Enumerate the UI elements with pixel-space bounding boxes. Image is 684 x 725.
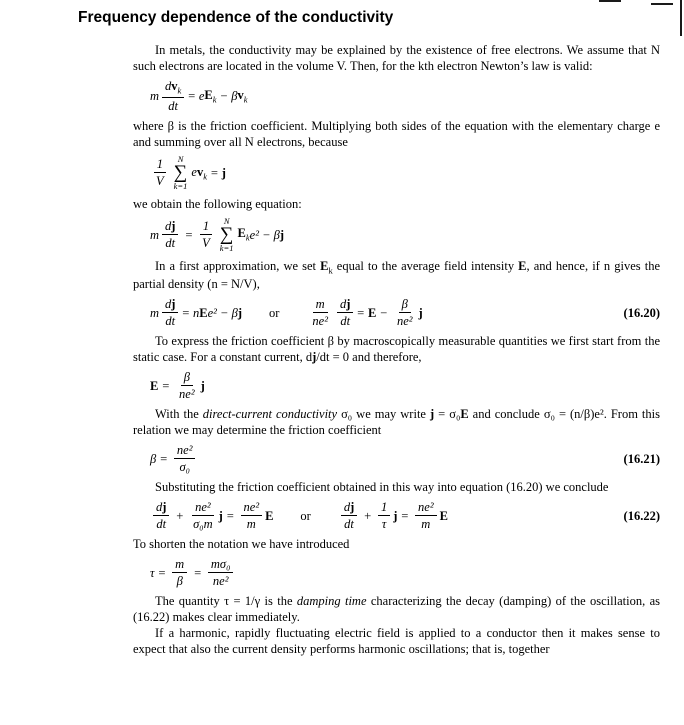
equation-static-field: E = $\frac{\beta}{\text{ne²}}$ j xyxy=(150,370,205,401)
paragraph-intro: In metals, the conductivity may be explained by the existence of free electrons. We assume that N such electrons are located in the volume V. Then, for the kth electron Newton’s law is valid: xyxy=(133,42,660,73)
paragraph-static-case: To express the friction coefficient β by macroscopically measurable quantities we first start from the static case. For a constant current, dj/dt = 0 and therefore, xyxy=(133,334,660,364)
paragraph-friction: where β is the friction coefficient. Multiplying both sides of the equation with the elementary charge e and summing over all N electrons, because xyxy=(133,118,660,149)
fraction: $\frac{\text{ne²}}{m}$ xyxy=(241,500,263,531)
paragraph-substituting: Substituting the friction coefficient obtained in this way into equation (16.20) we conclude xyxy=(155,480,609,494)
scan-mark-top-1 xyxy=(599,0,621,2)
math-term: m xyxy=(150,88,160,103)
fraction: $\frac{\beta}{\text{ne²}}$ xyxy=(396,297,413,328)
equation-averaged: m $\frac{dj}{dt}$ = $\frac{1}{V}$ N ∑ k=1 $E_k$ e² − β j xyxy=(150,215,285,253)
fraction: $\frac{dj}{dt}$ xyxy=(162,297,178,328)
summation: N ∑ k=1 xyxy=(219,215,234,253)
equation-number: (16.20) xyxy=(623,305,660,320)
paragraph-damping-time: The quantity τ = 1/γ is the damping time characterizing the decay (damping) of the oscillation, as (16.22) makes clear immediately. xyxy=(133,594,660,624)
summation: N ∑ k=1 xyxy=(173,153,188,191)
equation-tau-definition: τ = $\frac{m}{\beta}$ = $\frac{\text{mσ₀}}{\text{ne²}}$ xyxy=(150,557,660,588)
fraction: $\frac{1}{V}$ xyxy=(199,219,213,250)
fraction: $\frac{m}{\text{ne²}}$ xyxy=(312,297,328,328)
fraction: $\frac{\beta}{\text{ne²}}$ xyxy=(179,370,195,401)
equation-newton-law: m $\frac{dv_k}{dt}$ = e $E_k$ − β $v_k$ xyxy=(150,78,248,113)
or-separator: or xyxy=(300,508,311,523)
page-body xyxy=(133,42,660,657)
section-title: Frequency dependence of the conductivity xyxy=(78,9,394,26)
fraction: $\frac{dj}{dt}$ xyxy=(162,219,178,250)
fraction: $\frac{dj}{dt}$ xyxy=(341,500,357,531)
equation-sum-current: $\frac{1}{V}$ N ∑ k=1 $ev_k$ = j xyxy=(150,155,660,191)
sigma-icon: ∑ xyxy=(173,161,188,183)
fraction: $\frac{\text{ne²}}{\text{σ₀}}$ xyxy=(174,443,196,474)
or-separator: or xyxy=(269,305,280,320)
paragraph-harmonic-field: If a harmonic, rapidly fluctuating electric field is applied to a conductor then it makes sense to expect that also the current density performs harmonic oscillations; that is, together xyxy=(133,626,660,656)
scan-mark-right-edge xyxy=(680,0,682,36)
fraction: $\frac{1}{V}$ xyxy=(153,157,167,188)
paragraph-approximation: In a first approximation, we set $E_k$ equal to the average field intensity E, and hence, if n gives the partial density (n = N/V), xyxy=(133,258,660,291)
fraction: $\frac{\text{ne²}}{m}$ xyxy=(415,500,437,531)
paragraph-lead-in: we obtain the following equation: xyxy=(133,196,302,211)
scan-mark-top-2 xyxy=(651,3,673,5)
equation-16-22: $\frac{dj}{dt}$ + $\frac{\text{ne²}}{\text{σ₀m}}$ j = $\frac{\text{ne²}}{m}$ E or $\frac{dj}{dt}$ + $\frac{1}{\tau}$ j = $\frac{\text{ne²}}{m}$ E (16.22) xyxy=(150,500,660,531)
sigma-icon: ∑ xyxy=(219,223,234,245)
equation-number: (16.21) xyxy=(623,451,660,466)
fraction: $\frac{m}{\beta}$ xyxy=(172,557,187,588)
fraction: $\frac{dj}{dt}$ xyxy=(153,500,169,531)
equation-number: (16.22) xyxy=(623,508,660,523)
paragraph-dc-conductivity: With the direct-current conductivity σ₀ we may write j = σ₀E and conclude σ₀ = (n/β)e². From this relation we may determine the friction coefficient xyxy=(133,407,660,437)
fraction: $\frac{dj}{dt}$ xyxy=(337,297,353,328)
paragraph-notation: To shorten the notation we have introduced xyxy=(133,537,350,551)
fraction: $\frac{\text{mσ₀}}{\text{ne²}}$ xyxy=(208,557,234,588)
fraction: $\frac{\text{ne²}}{\text{σ₀m}}$ xyxy=(193,500,213,531)
equation-16-21: β = $\frac{\text{ne²}}{\text{σ₀}}$ (16.21) xyxy=(150,443,660,474)
equation-16-20: m $\frac{dj}{dt}$ = n E e² − β j or $\frac{m}{\text{ne²}}$ $\frac{dj}{dt}$ = E − $\frac{\beta}{\text{ne²}}$ j (16.20) xyxy=(150,297,660,328)
fraction: $\frac{dv_k}{dt}$ xyxy=(162,79,184,113)
fraction: $\frac{1}{\tau}$ xyxy=(378,500,390,531)
